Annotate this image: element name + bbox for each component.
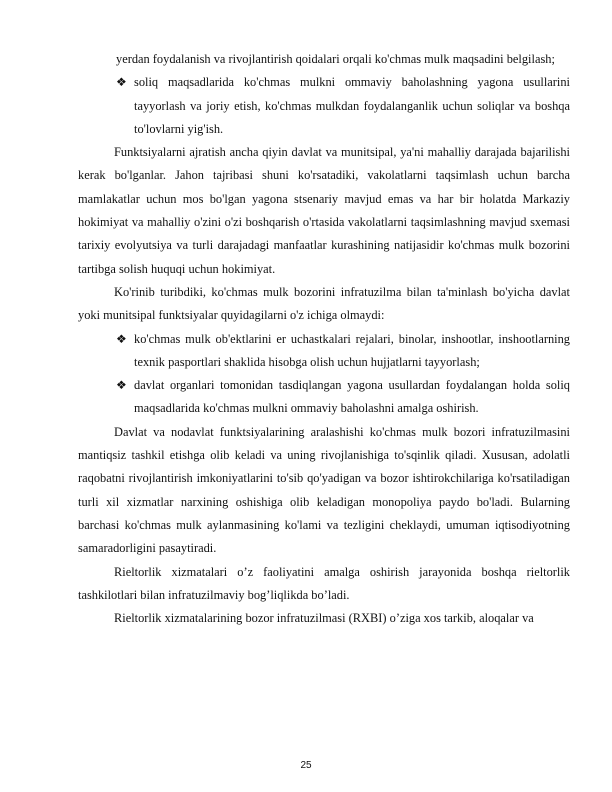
list-item-text: soliq maqsadlarida ko'chmas mulkni ommaviy baholashning yagona usullarini tayyorlash va joriy etish, ko'chmas mulkdan foydalanganlik uchun soliqlar va boshqa to'lovlarni yig'ish. — [134, 75, 570, 136]
list-item-text: davlat organlari tomonidan tasdiqlangan yagona usullardan foydalangan holda soliq maqsadlarida ko'chmas mulkni ommaviy baholashni amalga oshirish. — [134, 378, 570, 416]
page-number: 25 — [300, 760, 312, 771]
paragraph: Ko'rinib turibdiki, ko'chmas mulk bozorini infratuzilma bilan ta'minlash bo'yicha davlat yoki munitsipal funktsiyalar quyidagilarni o'z ichiga olmaydi: — [78, 284, 570, 323]
paragraph: Rieltorlik xizmatalari o’z faoliyatini amalga oshirish jarayonida boshqa rieltorlik tashkilotlari bilan infratuzilmaviy bog’liqlikda bo’ladi. — [78, 564, 570, 602]
list-item — [96, 328, 570, 375]
list-item — [96, 374, 570, 421]
paragraph: Funktsiyalarni ajratish ancha qiyin davlat va munitsipal, ya'ni mahalliy darajada bajarilishi kerak bo'lganlar. Jahon tajribasi shuni ko'rsatadiki, vakolatlarni taqsimlash uchun barcha mamlakatlar uchun mos bo'lgan yagona stsenariy mavjud emas va har bir holatda Markaziy hokimiyat va mahalliy o'zini o'zi boshqarish o'rtasida vakolatlarni taqsimlashning mavjud sxemasi tarixiy evolyutsiya va turli darajadagi manfaatlar kurashining natijasidir ko'chmas mulk bozorini tartibga solish huquqi uchun hokimiyat. — [78, 145, 570, 276]
body-text — [78, 48, 570, 630]
list-item-text: ko'chmas mulk ob'ektlarini er uchastkalari rejalari, binolar, inshootlar, inshootlarning texnik pasportlari shaklida hisobga olish uchun hujjatlarni tayyorlash; — [134, 331, 570, 369]
paragraph: Rieltorlik xizmatalarining bozor infratuzilmasi (RXBI) o’ziga xos tarkib, aloqalar va — [114, 611, 534, 626]
list-item-continuation: yerdan foydalanish va rivojlantirish qoidalari orqali ko'chmas mulk maqsadini belgilash; — [116, 52, 555, 66]
list-item — [96, 71, 570, 141]
diamond-bullet-icon: ❖ — [116, 75, 127, 90]
diamond-bullet-icon: ❖ — [116, 378, 127, 393]
diamond-bullet-icon: ❖ — [116, 331, 127, 346]
paragraph: Davlat va nodavlat funktsiyalarining aralashishi ko'chmas mulk bozori infratuzilmasini mantiqsiz tashkil etishga olib keladi va uning rivojlanishiga to'sqinlik qiladi. Xususan, adolatli raqobatni rivojlantirish imkoniyatlarini to'sib qo'yadigan va bozor ishtirokchilariga ko'rsatiladigan turli xil xizmatlar narxining oshishiga olib keladigan monopoliya paydo bo'ladi. Bularning barchasi ko'chmas mulk aylanmasining ko'lami va tezligini cheklaydi, umuman iqtisodiyotning samaradorligini pasaytiradi. — [78, 424, 570, 556]
